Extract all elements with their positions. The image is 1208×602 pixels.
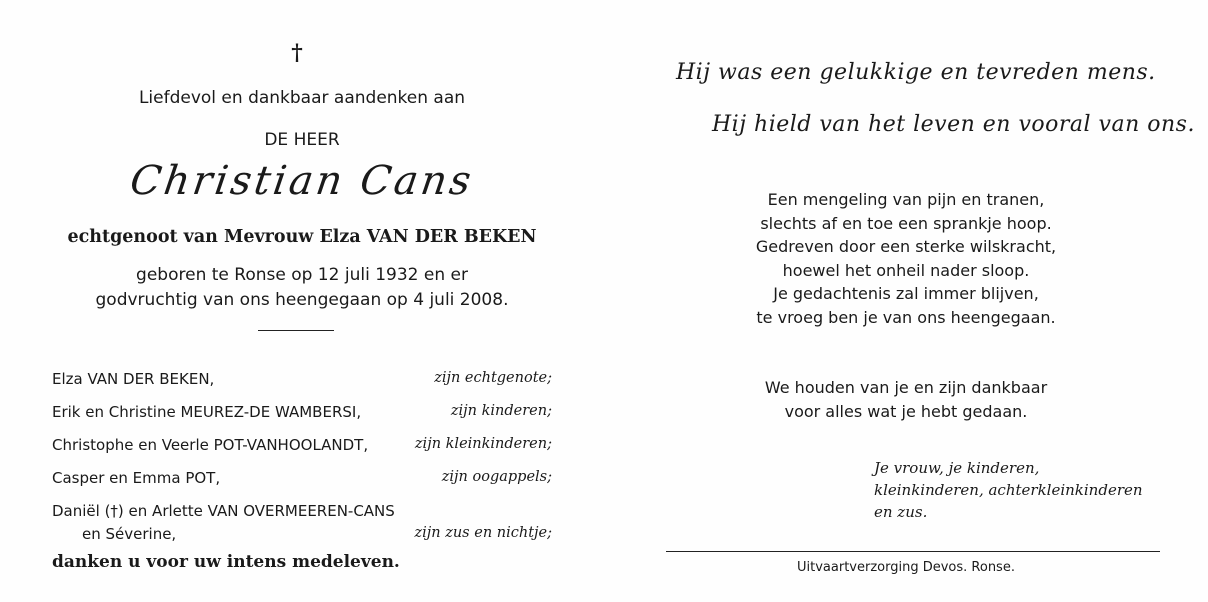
deceased-name: Christian Cans: [127, 158, 477, 204]
signature-line: Je vrouw, je kinderen,: [874, 459, 1040, 477]
signature-block: [874, 457, 1143, 523]
family-row: [52, 469, 552, 491]
born-line: geboren te Ronse op 12 juli 1932 en er: [136, 265, 468, 285]
script-line: Hij was een gelukkige en tevreden mens.: [676, 60, 1156, 85]
family-name: Christophe en Veerle POT-VANHOOLANDT,: [52, 436, 369, 454]
poem-line: Gedreven door een sterke wilskracht,: [755, 237, 1057, 257]
intro-text: Liefdevol en dankbaar aandenken aan: [138, 88, 466, 108]
right-panel: [604, 0, 1208, 602]
family-relation: zijn oogappels;: [441, 469, 552, 485]
family-name: Casper en Emma POT,: [52, 469, 221, 487]
poem-line: voor alles wat je hebt gedaan.: [784, 401, 1028, 421]
family-row: [52, 436, 552, 458]
family-name: Erik en Christine MEUREZ-DE WAMBERSI,: [52, 403, 362, 421]
thanks-line: danken u voor uw intens medeleven.: [52, 552, 400, 572]
poem-line: hoewel het onheil nader sloop.: [782, 260, 1030, 280]
family-relation: zijn zus en nichtje;: [414, 525, 552, 541]
family-row: [52, 403, 552, 425]
footer-separator: [666, 551, 1160, 552]
family-relation: zijn kleinkinderen;: [414, 436, 552, 452]
funeral-home: Uitvaartverzorging Devos. Ronse.: [797, 560, 1015, 575]
poem-line: te vroeg ben je van ons heengegaan.: [756, 307, 1056, 327]
family-name: en Séverine,: [82, 525, 177, 543]
separator: [258, 330, 334, 331]
family-relation: zijn kinderen;: [450, 403, 552, 419]
family-row: [52, 370, 552, 392]
poem-stanza: [604, 376, 1208, 423]
script-line: Hij hield van het leven en vooral van ons.: [712, 112, 1195, 137]
spouse-line: echtgenoot van Mevrouw Elza VAN DER BEKEN: [67, 227, 537, 247]
poem-line: slechts af en toe een sprankje hoop.: [760, 213, 1052, 233]
poem-line: We houden van je en zijn dankbaar: [764, 378, 1048, 397]
title-text: DE HEER: [264, 130, 340, 150]
family-row: [52, 502, 552, 524]
family-row: [52, 525, 552, 547]
poem-line: Een mengeling van pijn en tranen,: [767, 190, 1045, 209]
poem-line: Je gedachtenis zal immer blijven,: [773, 284, 1039, 304]
family-name: Daniël (†) en Arlette VAN OVERMEEREN-CANS: [52, 502, 395, 520]
poem-stanza: [604, 188, 1208, 330]
died-line: godvruchtig van ons heengegaan op 4 juli 2008.: [95, 290, 509, 310]
family-relation: zijn echtgenote;: [434, 370, 552, 386]
signature-line: kleinkinderen, achterkleinkinderen: [874, 481, 1143, 499]
family-name: Elza VAN DER BEKEN,: [52, 370, 215, 388]
cross-icon: †: [291, 40, 303, 66]
signature-line: en zus.: [874, 503, 928, 521]
